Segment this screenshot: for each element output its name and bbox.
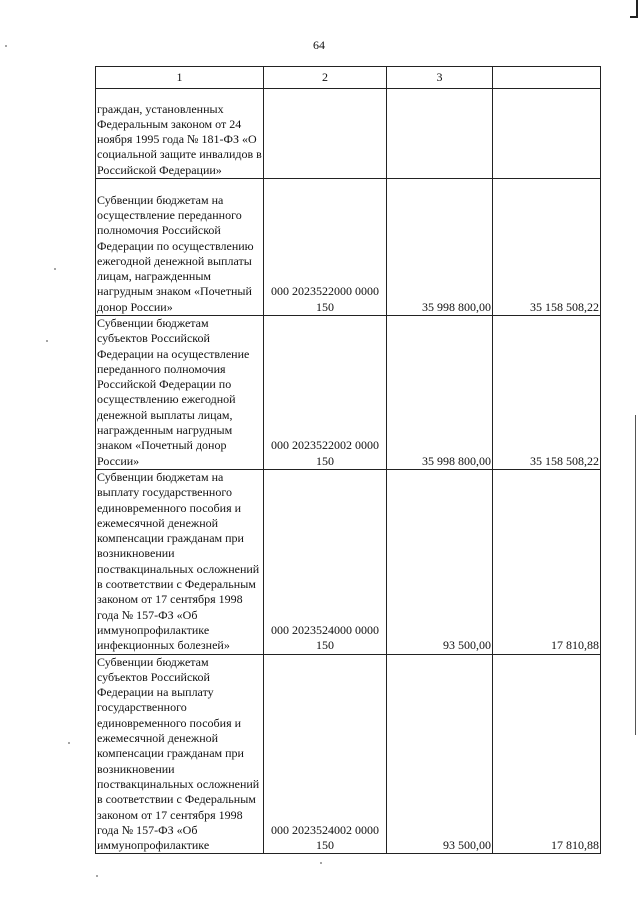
row-value-cell bbox=[387, 89, 493, 179]
row-code-cell: 000 2023524000 0000 150 bbox=[264, 469, 387, 654]
table-row bbox=[96, 654, 601, 854]
row-code-cell bbox=[264, 89, 387, 179]
scan-speck bbox=[54, 268, 56, 270]
page-number: 64 bbox=[313, 38, 325, 52]
row-value-cell bbox=[493, 89, 601, 179]
row-value-cell: 35 998 800,00 bbox=[387, 316, 493, 470]
header-cell-2: 2 bbox=[264, 67, 387, 89]
header-cell-3: 3 bbox=[387, 67, 493, 89]
row-value-cell: 35 158 508,22 bbox=[493, 179, 601, 316]
row-value-cell: 17 810,88 bbox=[493, 654, 601, 854]
table-row bbox=[96, 89, 601, 179]
row-value-cell: 35 158 508,22 bbox=[493, 316, 601, 470]
scan-speck bbox=[46, 340, 48, 342]
budget-table bbox=[95, 66, 601, 854]
header-cell-4 bbox=[493, 67, 601, 89]
table-row bbox=[96, 179, 601, 316]
table-row bbox=[96, 316, 601, 470]
row-code-cell: 000 2023522000 0000 150 bbox=[264, 179, 387, 316]
row-value-cell: 17 810,88 bbox=[493, 469, 601, 654]
row-name-cell: Субвенции бюджетам на осуществление переданного полномочия Российской Федерации по осуществлению ежегодной денежной выплаты лицам, награжденным нагрудным знаком «Почетный донор России» bbox=[96, 179, 264, 316]
row-name-cell: граждан, установленных Федеральным законом от 24 ноября 1995 года № 181-ФЗ «О социальной защите инвалидов в Российской Федерации» bbox=[96, 89, 264, 179]
header-cell-1: 1 bbox=[96, 67, 264, 89]
scan-speck bbox=[68, 742, 70, 744]
row-name-cell: Субвенции бюджетам субъектов Российской Федерации на выплату государственного единовременного пособия и ежемесячной денежной компенсации гражданам при возникновении поствакцинальных осложнений в соответствии с Федеральным законом от 17 сентября 1998 года № 157-ФЗ «Об иммунопрофилактике bbox=[96, 654, 264, 854]
row-name-cell: Субвенции бюджетам субъектов Российской Федерации на осуществление переданного полномочия Российской Федерации по осуществлению ежегодной денежной выплаты лицам, награжденным нагрудным знаком «Почетный донор России» bbox=[96, 316, 264, 470]
page-edge-line bbox=[635, 415, 636, 735]
row-code-cell: 000 2023524002 0000 150 bbox=[264, 654, 387, 854]
row-value-cell: 35 998 800,00 bbox=[387, 179, 493, 316]
table-row bbox=[96, 469, 601, 654]
scan-speck bbox=[5, 45, 7, 47]
row-value-cell: 93 500,00 bbox=[387, 469, 493, 654]
row-value-cell: 93 500,00 bbox=[387, 654, 493, 854]
row-code-cell: 000 2023522002 0000 150 bbox=[264, 316, 387, 470]
scan-speck bbox=[320, 862, 322, 864]
row-name-cell: Субвенции бюджетам на выплату государственного единовременного пособия и ежемесячной денежной компенсации гражданам при возникновении поствакцинальных осложнений в соответствии с Федеральным законом от 17 сентября 1998 года № 157-ФЗ «Об иммунопрофилактике инфекционных болезней» bbox=[96, 469, 264, 654]
table-header-row bbox=[96, 67, 601, 89]
scan-speck bbox=[96, 875, 98, 877]
page-edge-mark bbox=[630, 0, 638, 18]
